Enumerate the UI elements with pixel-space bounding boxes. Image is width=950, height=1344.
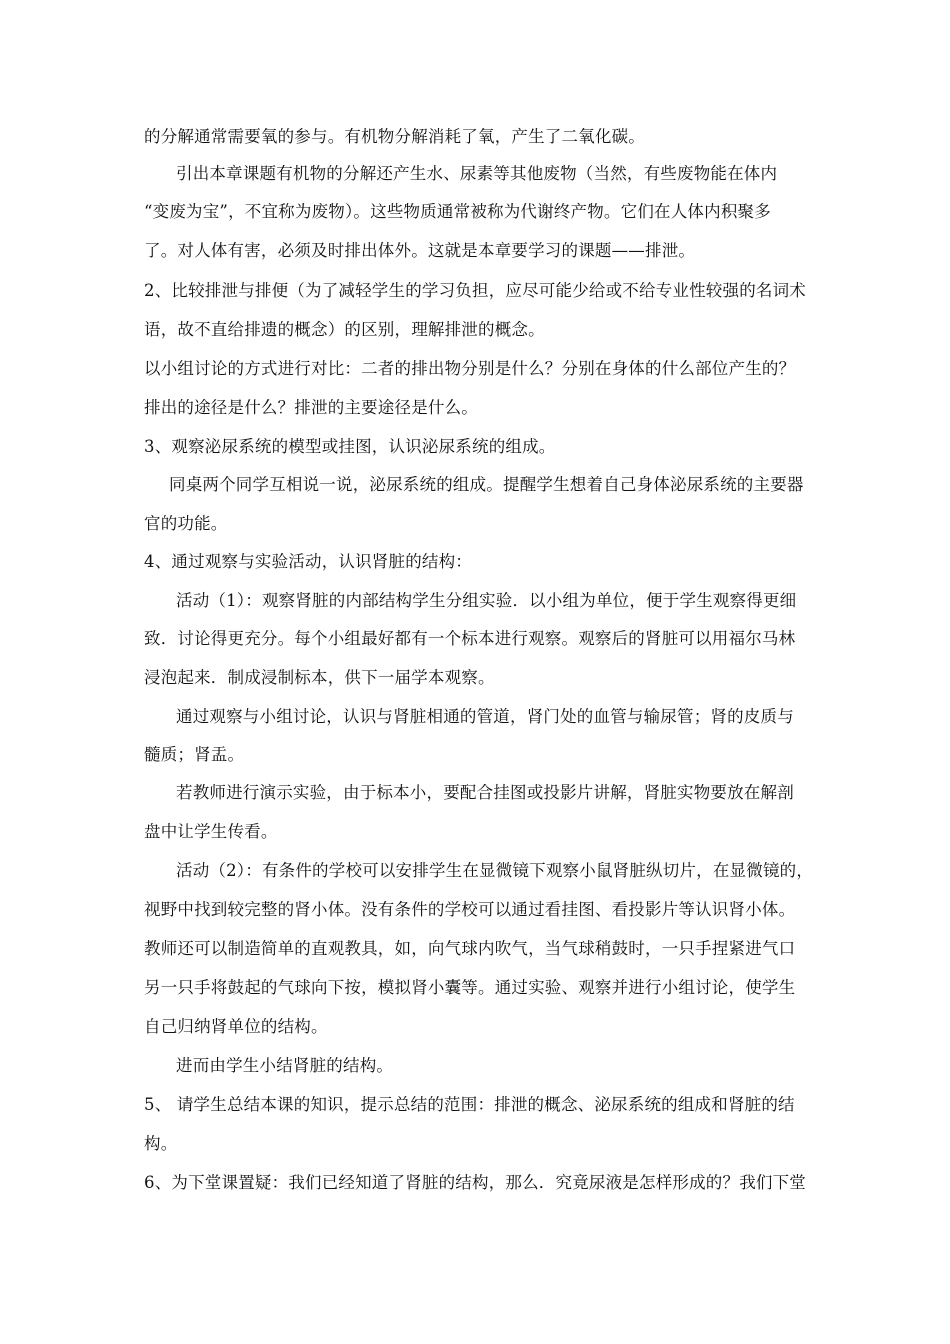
text-line: 通过观察与小组讨论，认识与肾脏相通的管道，肾门处的血管与输尿管；肾的皮质与 [176, 707, 794, 726]
text-line: 活动（1）：观察肾脏的内部结构学生分组实验．以小组为单位，便于学生观察得更细 [176, 591, 797, 610]
text-line: 髓质；肾盂。 [144, 745, 245, 764]
text-line: 进而由学生小结肾脏的结构。 [176, 1056, 394, 1075]
text-line: 致．讨论得更充分。每个小组最好都有一个标本进行观察。观察后的肾脏可以用福尔马林 [144, 629, 796, 648]
text-line: 语，故不直给排遗的概念）的区别，理解排泄的概念。 [144, 320, 545, 339]
text-line: 排出的途径是什么？排泄的主要途径是什么。 [144, 398, 478, 417]
text-line: 3、观察泌尿系统的模型或挂图，认识泌尿系统的组成。 [144, 437, 556, 456]
text-line: 4、通过观察与实验活动，认识肾脏的结构： [144, 552, 472, 571]
text-line: 引出本章课题有机物的分解还产生水、尿素等其他废物（当然，有些废物能在体内 [176, 164, 778, 183]
text-line: 教师还可以制造简单的直观教具，如，向气球内吹气，当气球稍鼓时，一只手捏紧进气口 [144, 939, 796, 958]
text-line: 5、 请学生总结本课的知识，提示总结的范围：排泄的概念、泌尿系统的组成和肾脏的结 [144, 1095, 795, 1114]
text-line: 的分解通常需要氧的参与。有机物分解消耗了氧，产生了二氧化碳。 [144, 127, 645, 146]
text-line: 若教师进行演示实验，由于标本小，要配合挂图或投影片讲解，肾脏实物要放在解剖 [176, 783, 794, 802]
text-line: 官的功能。 [144, 514, 228, 533]
text-line: “变废为宝”，不宜称为废物）。这些物质通常被称为代谢终产物。它们在人体内积聚多 [144, 202, 771, 221]
text-line: 浸泡起来．制成浸制标本，供下一届学本观察。 [144, 668, 495, 687]
text-line: 另一只手将鼓起的气球向下按，模拟肾小囊等。通过实验、观察并进行小组讨论，使学生 [144, 978, 796, 997]
text-line: 6、为下堂课置疑：我们已经知道了肾脏的结构，那么．究竟尿液是怎样形成的？我们下堂 [144, 1173, 806, 1192]
text-line: 自己归纳肾单位的结构。 [144, 1017, 328, 1036]
text-line: 2、比较排泄与排便（为了减轻学生的学习负担，应尽可能少给或不给专业性较强的名词术 [144, 281, 806, 300]
text-line: 构。 [144, 1134, 178, 1153]
text-line: 盘中让学生传看。 [144, 822, 278, 841]
text-line: 活动（2）：有条件的学校可以安排学生在显微镜下观察小鼠肾脏纵切片，在显微镜的， [176, 861, 814, 880]
text-line: 视野中找到较完整的肾小体。没有条件的学校可以通过看挂图、看投影片等认识肾小体。 [144, 900, 796, 919]
text-line: 同桌两个同学互相说一说，泌尿系统的组成。提醒学生想着自己身体泌尿系统的主要器 [169, 475, 804, 494]
text-line: 以小组讨论的方式进行对比：二者的排出物分别是什么？分别在身体的什么部位产生的？ [144, 359, 796, 378]
text-line: 了。对人体有害，必须及时排出体外。这就是本章要学习的课题——排泄。 [144, 241, 696, 260]
